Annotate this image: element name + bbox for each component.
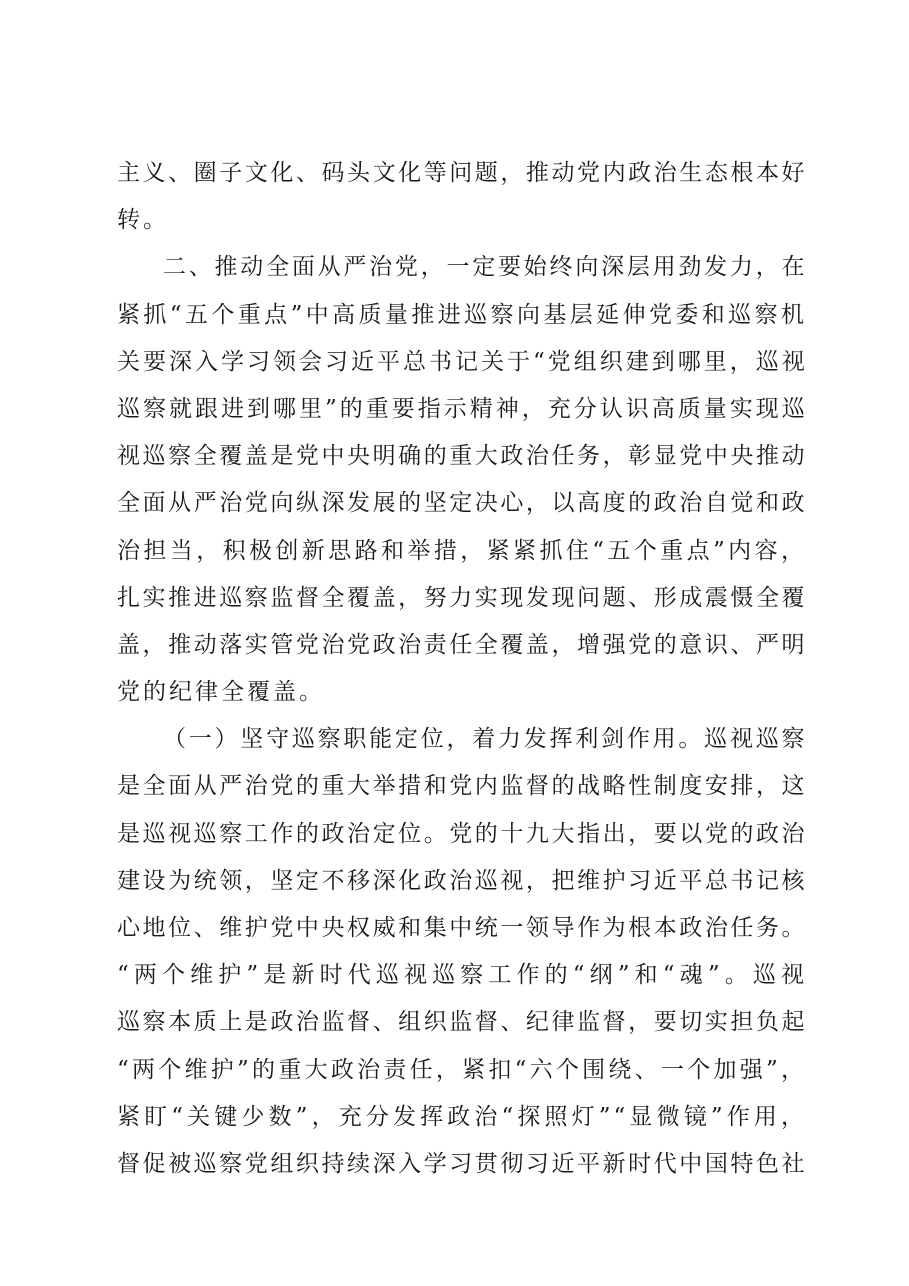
text-line-content: 是全面从严治党的重大举措和党内监督的战略性制度安排，这 (117, 773, 807, 800)
text-line-content: 督促被巡察党组织持续深入学习贯彻习近平新时代中国特色社 (117, 1150, 807, 1177)
text-line (117, 811, 807, 858)
text-line-content: 治担当，积极创新思路和举措，紧紧抓住“五个重点”内容， (117, 537, 807, 564)
text-line-content: 紧抓“五个重点”中高质量推进巡察向基层延伸党委和巡察机 (117, 301, 807, 328)
text-line-content: （一）坚守巡察职能定位，着力发挥利剑作用。巡视巡察 (163, 726, 807, 753)
text-line (117, 386, 807, 433)
text-line-content: 主义、圈子文化、码头文化等问题，推动党内政治生态根本好 (117, 160, 807, 186)
text-line-content: “两个维护”是新时代巡视巡察工作的“纲”和“魂”。巡视 (117, 962, 807, 989)
text-line (117, 1094, 807, 1141)
text-line (117, 433, 807, 480)
text-line-content: 建设为统领，坚定不移深化政治巡视，把维护习近平总书记核 (117, 867, 807, 894)
text-line-content: 转。 (117, 207, 169, 234)
text-line (117, 292, 807, 339)
text-line-content: 全面从严治党向纵深发展的坚定决心，以高度的政治自觉和政 (117, 490, 807, 517)
text-line-content: 是巡视巡察工作的政治定位。党的十九大指出，要以党的政治 (117, 820, 807, 847)
text-line-content: 党的纪律全覆盖。 (117, 679, 325, 706)
text-line (117, 339, 807, 386)
text-line (117, 858, 807, 905)
paragraph-first-line (117, 716, 807, 763)
text-line (117, 197, 807, 244)
text-line (117, 905, 807, 952)
text-line (117, 763, 807, 810)
text-line-content: 巡察本质上是政治监督、组织监督、纪律监督，要切实担负起 (117, 1009, 807, 1036)
text-line (117, 622, 807, 669)
text-line-content: 盖，推动落实管党治党政治责任全覆盖，增强党的意识、严明 (117, 631, 807, 658)
text-line (117, 528, 807, 575)
text-line (117, 575, 807, 622)
text-line (117, 1141, 807, 1188)
text-line (117, 669, 807, 716)
text-line (117, 952, 807, 999)
text-line-content: 紧盯“关键少数”，充分发挥政治“探照灯”“显微镜”作用， (117, 1103, 807, 1130)
text-line-content: 巡察就跟进到哪里”的重要指示精神，充分认识高质量实现巡 (117, 395, 808, 422)
body-text (117, 150, 807, 1188)
text-line-content: 视巡察全覆盖是党中央明确的重大政治任务，彰显党中央推动 (117, 443, 807, 470)
text-line-content: 关要深入学习领会习近平总书记关于“党组织建到哪里，巡视 (117, 348, 808, 375)
text-line-content: “两个维护”的重大政治责任，紧扣“六个围绕、一个加强”， (117, 1056, 807, 1083)
text-line (117, 999, 807, 1046)
text-line (117, 150, 807, 197)
paragraph-first-line (117, 244, 807, 291)
text-line (117, 480, 807, 527)
text-line-content: 二、推动全面从严治党，一定要始终向深层用劲发力，在 (163, 254, 807, 281)
text-line (117, 1047, 807, 1094)
text-line-content: 扎实推进巡察监督全覆盖，努力实现发现问题、形成震慑全覆 (117, 584, 807, 611)
text-line-content: 心地位、维护党中央权威和集中统一领导作为根本政治任务。 (117, 915, 807, 941)
